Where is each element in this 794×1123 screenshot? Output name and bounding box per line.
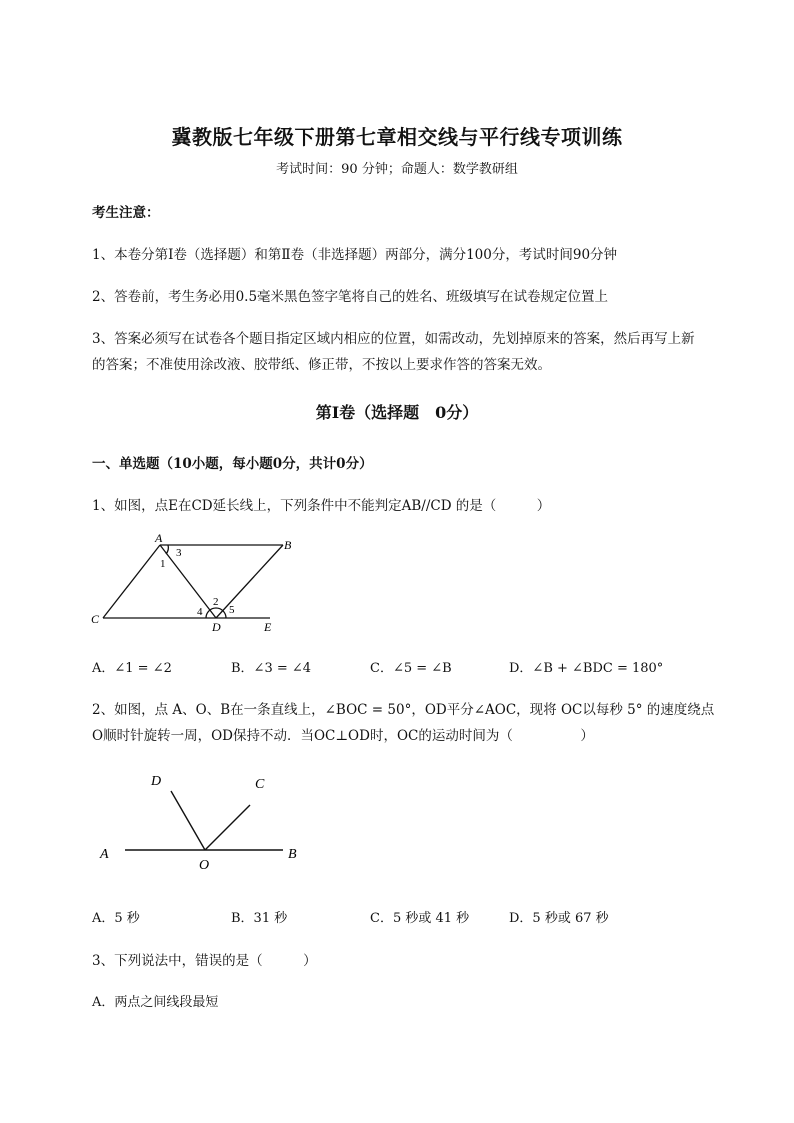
angle-label-3: 3 <box>176 547 182 559</box>
angle-label-5: 5 <box>229 604 235 616</box>
q2-option-d[interactable]: D．5 秒或 67 秒 <box>509 911 609 926</box>
exam-subtitle: 考试时间：90 分钟；命题人：数学教研组 <box>276 162 518 177</box>
notice-item-3-cont: 的答案；不准使用涂改液、胶带纸、修正带，不按以上要求作答的答案无效。 <box>92 357 551 373</box>
label-E: E <box>264 620 272 634</box>
angle-label-4: 4 <box>197 606 203 618</box>
label-A: A <box>155 531 163 545</box>
q1-figure <box>88 530 298 640</box>
q1-option-b[interactable]: B．∠3 = ∠4 <box>231 661 312 676</box>
label-O: O <box>199 858 210 873</box>
line-BD <box>216 545 283 618</box>
label-D: D <box>151 774 162 789</box>
q2-option-c[interactable]: C．5 秒或 41 秒 <box>370 911 470 926</box>
line-AD <box>160 545 216 618</box>
exam-title: 冀教版七年级下册第七章相交线与平行线专项训练 <box>171 125 623 149</box>
notice-item-3: 3、答案必须写在试卷各个题目指定区域内相应的位置，如需改动，先划掉原来的答案，然后再写上新 <box>92 331 695 347</box>
notice-heading: 考生注意： <box>92 205 160 221</box>
part-heading: 一、单选题（10小题，每小题0分，共计0分） <box>92 456 373 472</box>
q3-option-a[interactable]: A．两点之间线段最短 <box>92 995 219 1010</box>
notice-item-1: 1、本卷分第Ⅰ卷（选择题）和第Ⅱ卷（非选择题）两部分，满分100分，考试时间90分钟 <box>92 247 618 263</box>
q1-option-c[interactable]: C．∠5 = ∠B <box>370 661 452 676</box>
notice-item-2: 2、答卷前，考生务必用0.5毫米黑色签字笔将自己的姓名、班级填写在试卷规定位置上 <box>92 289 609 305</box>
q1-option-a[interactable]: A．∠1 = ∠2 <box>92 661 172 676</box>
line-CA <box>103 545 160 618</box>
label-B: B <box>284 538 292 552</box>
q2-figure <box>95 765 310 875</box>
q2-option-a[interactable]: A．5 秒 <box>92 911 140 926</box>
ray-OD <box>171 791 205 850</box>
section-title: 第Ⅰ卷（选择题 0分） <box>315 403 479 422</box>
arc-A <box>166 545 168 554</box>
q2-stem-line1: 2、如图，点 A、O、B在一条直线上，∠BOC = 50°，OD平分∠AOC，现将 OC以每秒 5° 的速度绕点 <box>92 702 715 718</box>
angle-label-1: 1 <box>160 558 166 570</box>
q2-stem-line2: O顺时针旋转一周，OD保持不动．当OC⊥OD时，OC的运动时间为（ ） <box>92 728 594 744</box>
q3-stem: 3、下列说法中，错误的是（ ） <box>92 953 317 969</box>
label-D: D <box>212 620 221 634</box>
q2-option-b[interactable]: B．31 秒 <box>231 911 288 926</box>
q1-stem: 1、如图，点E在CD延长线上，下列条件中不能判定AB//CD 的是（ ） <box>92 498 551 514</box>
label-C: C <box>255 777 265 792</box>
label-B: B <box>288 847 297 862</box>
ray-OC <box>205 805 250 850</box>
angle-label-2: 2 <box>213 596 219 608</box>
label-C: C <box>91 612 100 626</box>
q1-option-d[interactable]: D．∠B + ∠BDC = 180° <box>509 661 664 676</box>
label-A: A <box>100 847 109 862</box>
